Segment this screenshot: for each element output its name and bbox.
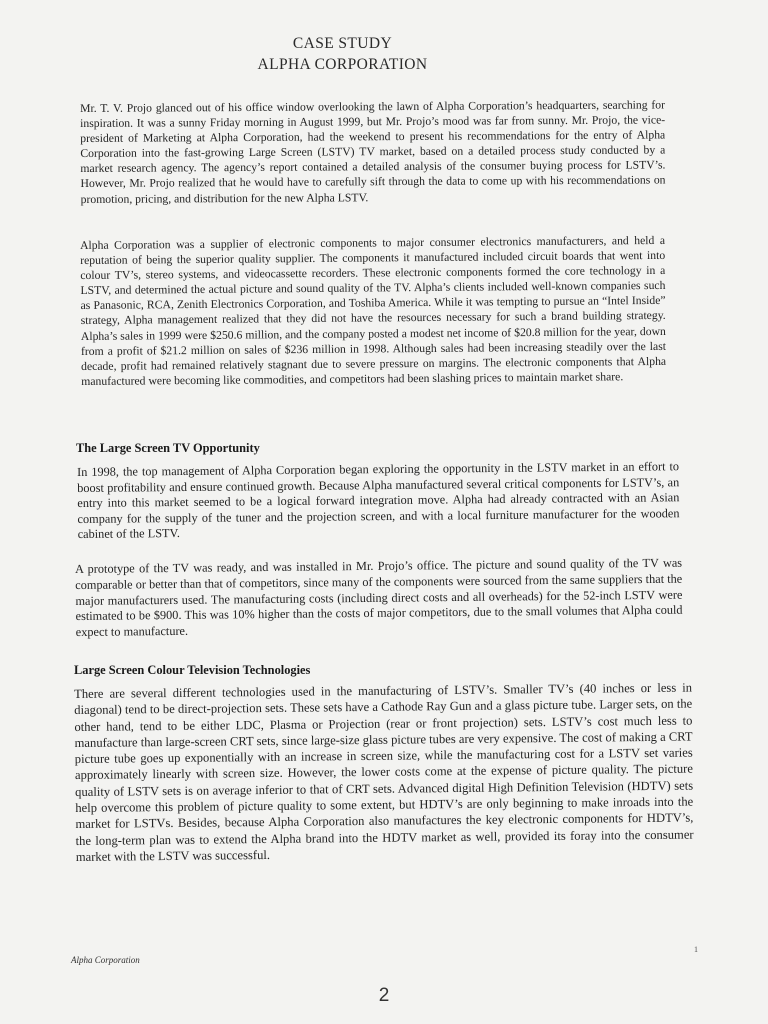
heading-technologies: Large Screen Colour Television Technologies [74, 663, 311, 677]
heading-lstv-opportunity: The Large Screen TV Opportunity [76, 441, 260, 455]
paragraph-opportunity: In 1998, the top management of Alpha Corporation began exploring the opportunity in the LSTV market in an effort to boost profitability and ensure continued growth. Because Alpha manufactured several critical components for LSTV’s, an entry into this market seemed to be a logical forward integration move. Alpha had already contracted with an Asian company for the supply of the tuner and the projection screen, and with a local furniture manufacturer for the wooden cabinet of the LSTV. [77, 459, 680, 542]
title-line-2: ALPHA CORPORATION [257, 56, 428, 73]
footer-company-name: Alpha Corporation [71, 955, 140, 965]
title-line-1: CASE STUDY [292, 35, 393, 52]
page-number: 2 [378, 985, 390, 1006]
paragraph-prototype: A prototype of the TV was ready, and was installed in Mr. Projo’s office. The picture and sound quality of the TV was comparable or better than that of competitors, since many of the components were sourced from the same suppliers that the major manufacturers used. The manufacturing costs (including direct costs and all overheads) for the 52-inch LSTV were estimated to be $900. This was 10% higher than the costs of major competitors, due to the small volumes that Alpha could expect to manufacture. [75, 555, 683, 640]
paragraph-company: Alpha Corporation was a supplier of electronic components to major consumer electronics manufacturers, and held a reputation of being the superior quality supplier. The components it manufactured included circuit boards that went into colour TV’s, stereo systems, and videocassette recorders. These electronic components formed the core technology in a LSTV, and determined the actual picture and sound quality of the TV. Alpha’s clients included well-known companies such as Panasonic, RCA, Zenith Electronics Corporation, and Toshiba America. While it was tempting to pursue an “Intel Inside” strategy, Alpha management realized that they did not have the resources necessary for such a brand building strategy. Alpha’s sales in 1999 were $250.6 million, and the company posted a modest net income of $20.8 million for the year, down from a profit of $21.2 million on sales of $236 million in 1998. Although sales had been increasing steadily over the last decade, profit had remained relatively stagnant due to severe pressure on margins. The electronic components that Alpha manufactured were becoming like commodities, and competitors had been slashing prices to maintain market share. [80, 233, 667, 388]
paragraph-intro: Mr. T. V. Projo glanced out of his office window overlooking the lawn of Alpha Corporation’s headquarters, searching for inspiration. It was a sunny Friday morning in August 1999, but Mr. Projo’s mood was far from sunny. Mr. Projo, the vice-president of Marketing at Alpha Corporation, had the weekend to present his recommendations for the entry of Alpha Corporation into the fast-growing Large Screen (LSTV) TV market, based on a detailed process study conducted by a market research agency. The agency’s report contained a detailed analysis of the consumer buying process for LSTV’s. However, Mr. Projo realized that he would have to carefully sift through the data to come up with his recommendations on promotion, pricing, and distribution for the new Alpha LSTV. [80, 98, 666, 206]
paragraph-technologies: There are several different technologies used in the manufacturing of LSTV’s. Smaller TV’s (40 inches or less in diagonal) tend to be direct-projection sets. These sets have a Cathode Ray Gun and a glass picture tube. Larger sets, on the other hand, tend to be either LDC, Plasma or Projection (rear or front projection) sets. LSTV’s cost much less to manufacture than large-screen CRT sets, since large-size glass picture tubes are very expensive. The cost of making a CRT picture tube goes up exponentially with an increase in screen size, while the manufacturing cost for a LSTV set varies approximately linearly with screen size. However, the lower costs come at the expense of picture quality. The picture quality of LSTV sets is on average inferior to that of CRT sets. Advanced digital High Definition Television (HDTV) sets help overcome this problem of picture quality to some extent, but HDTV’s are only beginning to make inroads into the market for LSTVs. Besides, because Alpha Corporation also manufactures the key electronic components for HDTV’s, the long-term plan was to extend the Alpha brand into the HDTV market as well, provided its foray into the consumer market with the LSTV was successful. [74, 680, 694, 864]
footer-page-number: 1 [694, 945, 698, 954]
